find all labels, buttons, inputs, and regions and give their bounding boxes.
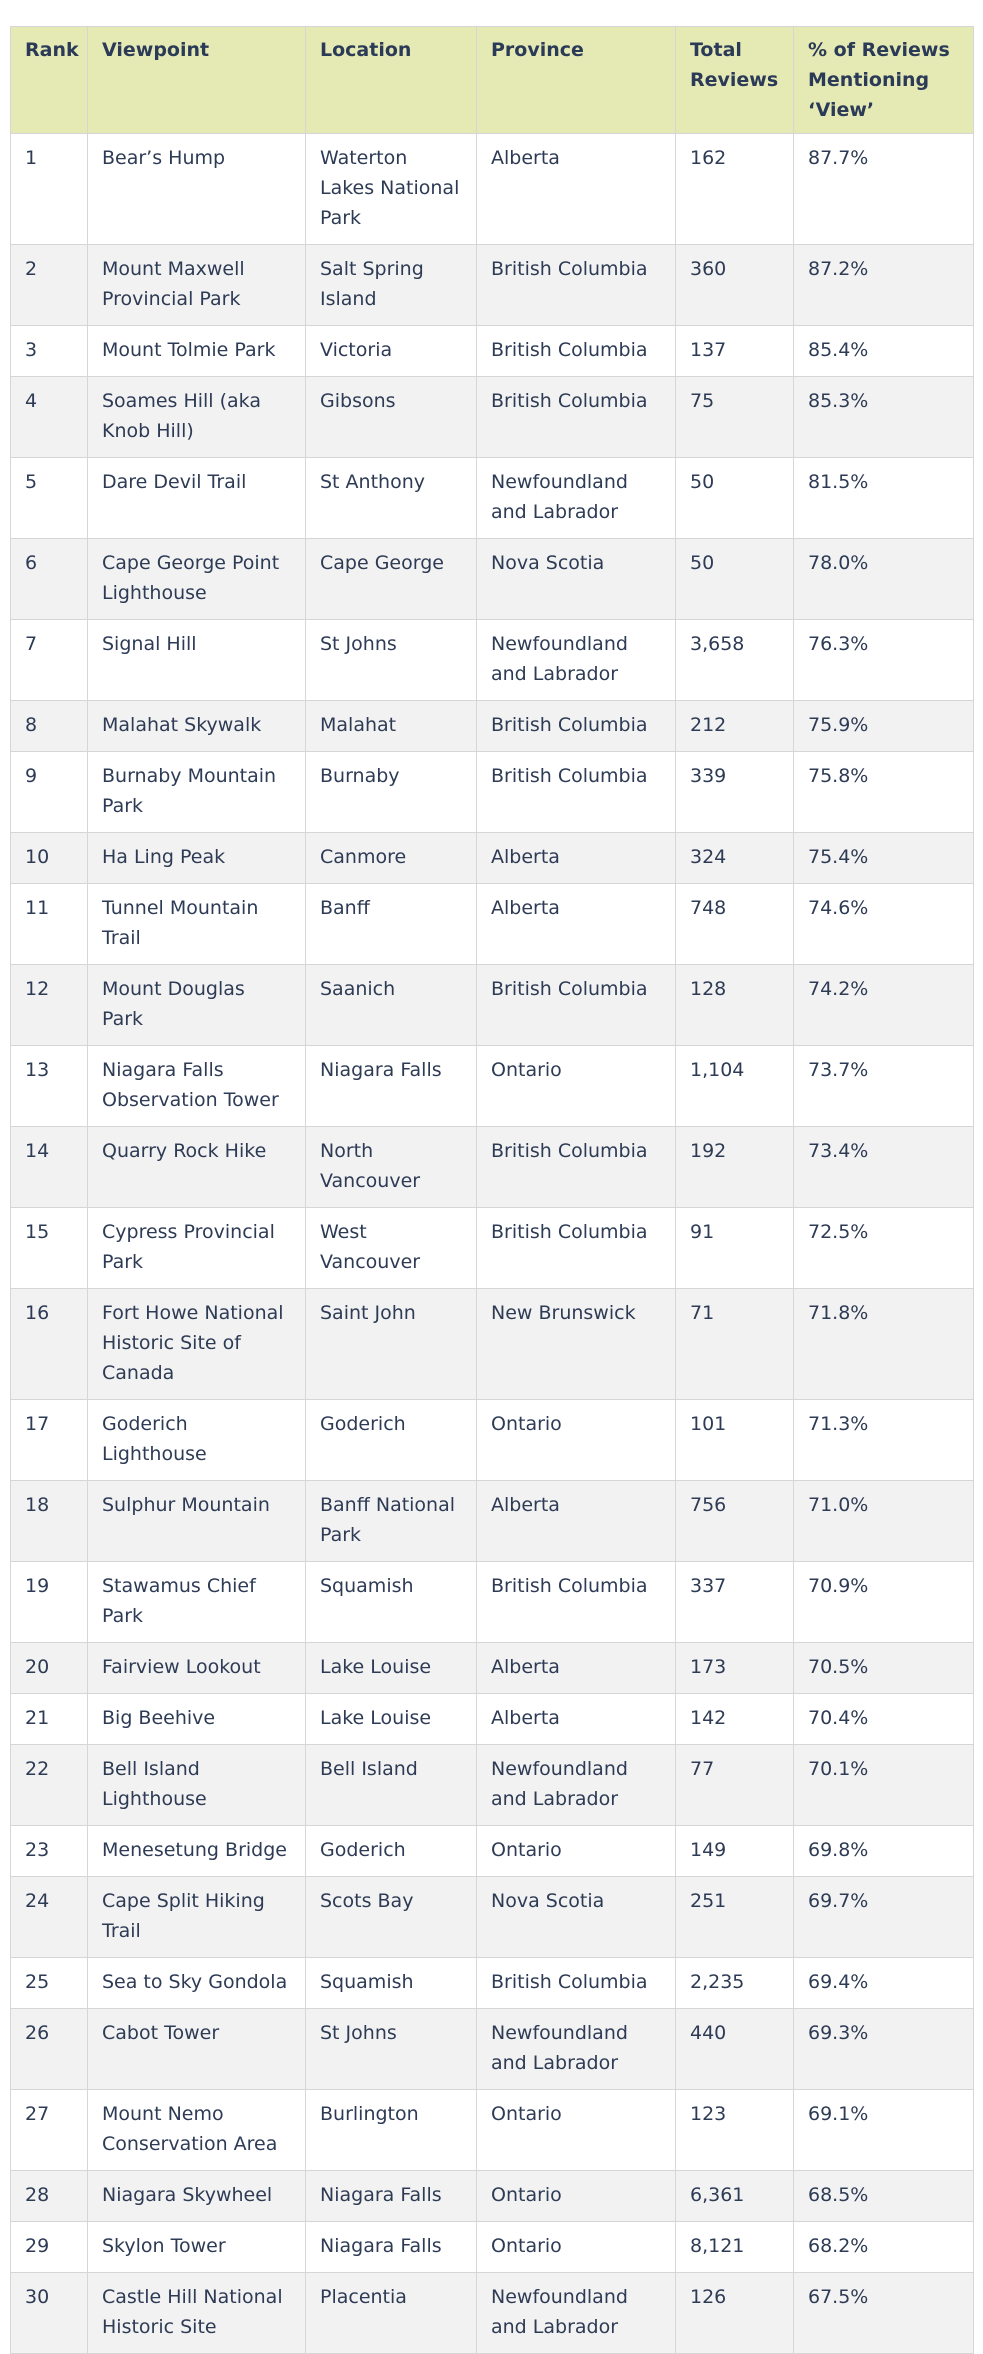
table-row <box>11 1958 974 2009</box>
cell-province: Newfoundland and Labrador <box>477 458 676 539</box>
cell-rank: 26 <box>11 2009 88 2090</box>
cell-rank: 16 <box>11 1289 88 1400</box>
table-row <box>11 752 974 833</box>
cell-rank: 14 <box>11 1127 88 1208</box>
cell-total-reviews: 126 <box>676 2273 794 2354</box>
table-row <box>11 1127 974 1208</box>
cell-province: British Columbia <box>477 326 676 377</box>
cell-total-reviews: 128 <box>676 965 794 1046</box>
cell-viewpoint: Fort Howe National Historic Site of Canada <box>88 1289 306 1400</box>
cell-province: British Columbia <box>477 701 676 752</box>
table-body <box>11 134 974 2354</box>
table-row <box>11 701 974 752</box>
cell-location: Gibsons <box>306 377 477 458</box>
cell-total-reviews: 71 <box>676 1289 794 1400</box>
cell-percent-view: 75.8% <box>794 752 974 833</box>
cell-location: Salt Spring Island <box>306 245 477 326</box>
header-province: Province <box>477 27 676 134</box>
cell-rank: 23 <box>11 1826 88 1877</box>
cell-province: British Columbia <box>477 752 676 833</box>
cell-viewpoint: Cypress Provincial Park <box>88 1208 306 1289</box>
cell-viewpoint: Mount Tolmie Park <box>88 326 306 377</box>
table-header <box>11 27 974 134</box>
table-row <box>11 620 974 701</box>
cell-location: St Johns <box>306 2009 477 2090</box>
cell-percent-view: 75.4% <box>794 833 974 884</box>
cell-location: North Vancouver <box>306 1127 477 1208</box>
cell-total-reviews: 8,121 <box>676 2222 794 2273</box>
cell-province: British Columbia <box>477 1208 676 1289</box>
cell-total-reviews: 149 <box>676 1826 794 1877</box>
cell-percent-view: 69.4% <box>794 1958 974 2009</box>
cell-viewpoint: Soames Hill (aka Knob Hill) <box>88 377 306 458</box>
cell-viewpoint: Stawamus Chief Park <box>88 1562 306 1643</box>
cell-province: Newfoundland and Labrador <box>477 620 676 701</box>
cell-total-reviews: 75 <box>676 377 794 458</box>
cell-percent-view: 78.0% <box>794 539 974 620</box>
cell-percent-view: 73.7% <box>794 1046 974 1127</box>
cell-total-reviews: 1,104 <box>676 1046 794 1127</box>
cell-rank: 4 <box>11 377 88 458</box>
table-row <box>11 1208 974 1289</box>
cell-location: Lake Louise <box>306 1643 477 1694</box>
cell-rank: 10 <box>11 833 88 884</box>
table-row <box>11 134 974 245</box>
cell-location: Placentia <box>306 2273 477 2354</box>
cell-province: Nova Scotia <box>477 1877 676 1958</box>
cell-percent-view: 70.4% <box>794 1694 974 1745</box>
cell-province: Alberta <box>477 134 676 245</box>
cell-percent-view: 87.2% <box>794 245 974 326</box>
cell-rank: 19 <box>11 1562 88 1643</box>
cell-percent-view: 76.3% <box>794 620 974 701</box>
cell-total-reviews: 3,658 <box>676 620 794 701</box>
cell-viewpoint: Castle Hill National Historic Site <box>88 2273 306 2354</box>
cell-percent-view: 87.7% <box>794 134 974 245</box>
table-row <box>11 2090 974 2171</box>
cell-viewpoint: Menesetung Bridge <box>88 1826 306 1877</box>
cell-rank: 2 <box>11 245 88 326</box>
table-row <box>11 2009 974 2090</box>
viewpoints-table <box>10 26 974 2354</box>
header-location: Location <box>306 27 477 134</box>
table-row <box>11 1289 974 1400</box>
table-row <box>11 1877 974 1958</box>
cell-location: Saanich <box>306 965 477 1046</box>
cell-location: Squamish <box>306 1958 477 2009</box>
cell-viewpoint: Goderich Lighthouse <box>88 1400 306 1481</box>
viewpoints-table-container <box>10 26 973 2354</box>
cell-location: Burnaby <box>306 752 477 833</box>
cell-province: Ontario <box>477 1046 676 1127</box>
table-row <box>11 539 974 620</box>
cell-location: Malahat <box>306 701 477 752</box>
table-row <box>11 245 974 326</box>
cell-rank: 25 <box>11 1958 88 2009</box>
cell-location: Scots Bay <box>306 1877 477 1958</box>
cell-total-reviews: 162 <box>676 134 794 245</box>
cell-total-reviews: 337 <box>676 1562 794 1643</box>
table-row <box>11 2222 974 2273</box>
cell-location: Burlington <box>306 2090 477 2171</box>
table-row <box>11 1481 974 1562</box>
cell-percent-view: 71.3% <box>794 1400 974 1481</box>
header-viewpoint: Viewpoint <box>88 27 306 134</box>
table-row <box>11 884 974 965</box>
cell-rank: 20 <box>11 1643 88 1694</box>
cell-rank: 11 <box>11 884 88 965</box>
cell-rank: 15 <box>11 1208 88 1289</box>
cell-total-reviews: 2,235 <box>676 1958 794 2009</box>
cell-province: New Brunswick <box>477 1289 676 1400</box>
cell-rank: 30 <box>11 2273 88 2354</box>
cell-percent-view: 70.9% <box>794 1562 974 1643</box>
cell-province: Ontario <box>477 2171 676 2222</box>
cell-rank: 8 <box>11 701 88 752</box>
cell-total-reviews: 212 <box>676 701 794 752</box>
cell-viewpoint: Cape Split Hiking Trail <box>88 1877 306 1958</box>
cell-province: Newfoundland and Labrador <box>477 1745 676 1826</box>
table-row <box>11 1400 974 1481</box>
cell-province: Alberta <box>477 833 676 884</box>
cell-viewpoint: Cabot Tower <box>88 2009 306 2090</box>
cell-percent-view: 69.3% <box>794 2009 974 2090</box>
cell-percent-view: 70.5% <box>794 1643 974 1694</box>
cell-location: Banff <box>306 884 477 965</box>
table-row <box>11 965 974 1046</box>
cell-viewpoint: Dare Devil Trail <box>88 458 306 539</box>
cell-total-reviews: 77 <box>676 1745 794 1826</box>
cell-province: Ontario <box>477 1400 676 1481</box>
cell-province: British Columbia <box>477 1127 676 1208</box>
cell-percent-view: 75.9% <box>794 701 974 752</box>
cell-total-reviews: 173 <box>676 1643 794 1694</box>
cell-total-reviews: 6,361 <box>676 2171 794 2222</box>
cell-location: Goderich <box>306 1400 477 1481</box>
cell-total-reviews: 137 <box>676 326 794 377</box>
cell-viewpoint: Skylon Tower <box>88 2222 306 2273</box>
cell-province: British Columbia <box>477 965 676 1046</box>
cell-percent-view: 71.0% <box>794 1481 974 1562</box>
cell-rank: 22 <box>11 1745 88 1826</box>
cell-location: Goderich <box>306 1826 477 1877</box>
cell-location: St Anthony <box>306 458 477 539</box>
cell-total-reviews: 50 <box>676 458 794 539</box>
table-row <box>11 377 974 458</box>
cell-percent-view: 74.6% <box>794 884 974 965</box>
cell-viewpoint: Tunnel Mountain Trail <box>88 884 306 965</box>
cell-location: Cape George <box>306 539 477 620</box>
cell-province: British Columbia <box>477 1562 676 1643</box>
cell-viewpoint: Mount Nemo Conservation Area <box>88 2090 306 2171</box>
cell-province: Ontario <box>477 2090 676 2171</box>
cell-rank: 18 <box>11 1481 88 1562</box>
cell-viewpoint: Cape George Point Lighthouse <box>88 539 306 620</box>
cell-rank: 6 <box>11 539 88 620</box>
cell-location: Niagara Falls <box>306 2171 477 2222</box>
cell-province: Newfoundland and Labrador <box>477 2273 676 2354</box>
cell-percent-view: 71.8% <box>794 1289 974 1400</box>
cell-viewpoint: Niagara Falls Observation Tower <box>88 1046 306 1127</box>
header-row <box>11 27 974 134</box>
table-row <box>11 1694 974 1745</box>
cell-location: West Vancouver <box>306 1208 477 1289</box>
table-row <box>11 1562 974 1643</box>
table-row <box>11 326 974 377</box>
cell-rank: 13 <box>11 1046 88 1127</box>
cell-location: Niagara Falls <box>306 1046 477 1127</box>
cell-location: Niagara Falls <box>306 2222 477 2273</box>
cell-province: Alberta <box>477 884 676 965</box>
cell-province: Alberta <box>477 1643 676 1694</box>
cell-rank: 9 <box>11 752 88 833</box>
table-row <box>11 2273 974 2354</box>
cell-percent-view: 67.5% <box>794 2273 974 2354</box>
cell-total-reviews: 360 <box>676 245 794 326</box>
cell-percent-view: 68.5% <box>794 2171 974 2222</box>
cell-location: Saint John <box>306 1289 477 1400</box>
table-row <box>11 458 974 539</box>
header-total-reviews: Total Reviews <box>676 27 794 134</box>
cell-rank: 3 <box>11 326 88 377</box>
cell-percent-view: 68.2% <box>794 2222 974 2273</box>
cell-percent-view: 70.1% <box>794 1745 974 1826</box>
cell-total-reviews: 101 <box>676 1400 794 1481</box>
cell-viewpoint: Signal Hill <box>88 620 306 701</box>
cell-total-reviews: 123 <box>676 2090 794 2171</box>
cell-province: British Columbia <box>477 1958 676 2009</box>
cell-province: Ontario <box>477 1826 676 1877</box>
cell-province: British Columbia <box>477 377 676 458</box>
cell-viewpoint: Sea to Sky Gondola <box>88 1958 306 2009</box>
cell-rank: 21 <box>11 1694 88 1745</box>
table-row <box>11 1643 974 1694</box>
cell-total-reviews: 50 <box>676 539 794 620</box>
cell-location: Lake Louise <box>306 1694 477 1745</box>
cell-total-reviews: 756 <box>676 1481 794 1562</box>
cell-total-reviews: 339 <box>676 752 794 833</box>
cell-location: Bell Island <box>306 1745 477 1826</box>
cell-viewpoint: Mount Douglas Park <box>88 965 306 1046</box>
cell-rank: 1 <box>11 134 88 245</box>
cell-viewpoint: Malahat Skywalk <box>88 701 306 752</box>
header-rank: Rank <box>11 27 88 134</box>
cell-rank: 28 <box>11 2171 88 2222</box>
cell-viewpoint: Burnaby Mountain Park <box>88 752 306 833</box>
cell-location: Canmore <box>306 833 477 884</box>
table-row <box>11 1826 974 1877</box>
cell-viewpoint: Quarry Rock Hike <box>88 1127 306 1208</box>
cell-viewpoint: Mount Maxwell Provincial Park <box>88 245 306 326</box>
cell-province: Newfoundland and Labrador <box>477 2009 676 2090</box>
cell-province: Alberta <box>477 1481 676 1562</box>
cell-total-reviews: 142 <box>676 1694 794 1745</box>
cell-percent-view: 69.8% <box>794 1826 974 1877</box>
cell-viewpoint: Niagara Skywheel <box>88 2171 306 2222</box>
cell-viewpoint: Fairview Lookout <box>88 1643 306 1694</box>
cell-province: Alberta <box>477 1694 676 1745</box>
cell-location: Banff National Park <box>306 1481 477 1562</box>
cell-percent-view: 72.5% <box>794 1208 974 1289</box>
cell-total-reviews: 251 <box>676 1877 794 1958</box>
header-percent-view: % of Reviews Mentioning ‘View’ <box>794 27 974 134</box>
cell-viewpoint: Big Beehive <box>88 1694 306 1745</box>
cell-province: British Columbia <box>477 245 676 326</box>
cell-rank: 17 <box>11 1400 88 1481</box>
cell-province: Nova Scotia <box>477 539 676 620</box>
cell-total-reviews: 192 <box>676 1127 794 1208</box>
table-row <box>11 1046 974 1127</box>
cell-rank: 29 <box>11 2222 88 2273</box>
cell-percent-view: 73.4% <box>794 1127 974 1208</box>
cell-viewpoint: Bear’s Hump <box>88 134 306 245</box>
table-row <box>11 833 974 884</box>
cell-rank: 5 <box>11 458 88 539</box>
cell-percent-view: 81.5% <box>794 458 974 539</box>
cell-rank: 12 <box>11 965 88 1046</box>
table-row <box>11 1745 974 1826</box>
cell-rank: 24 <box>11 1877 88 1958</box>
cell-percent-view: 74.2% <box>794 965 974 1046</box>
cell-percent-view: 85.4% <box>794 326 974 377</box>
cell-rank: 27 <box>11 2090 88 2171</box>
cell-location: Victoria <box>306 326 477 377</box>
cell-location: St Johns <box>306 620 477 701</box>
cell-percent-view: 69.7% <box>794 1877 974 1958</box>
cell-viewpoint: Ha Ling Peak <box>88 833 306 884</box>
table-row <box>11 2171 974 2222</box>
cell-percent-view: 85.3% <box>794 377 974 458</box>
cell-province: Ontario <box>477 2222 676 2273</box>
cell-location: Waterton Lakes National Park <box>306 134 477 245</box>
cell-total-reviews: 324 <box>676 833 794 884</box>
cell-rank: 7 <box>11 620 88 701</box>
cell-total-reviews: 91 <box>676 1208 794 1289</box>
cell-total-reviews: 748 <box>676 884 794 965</box>
cell-viewpoint: Sulphur Mountain <box>88 1481 306 1562</box>
cell-total-reviews: 440 <box>676 2009 794 2090</box>
cell-percent-view: 69.1% <box>794 2090 974 2171</box>
cell-location: Squamish <box>306 1562 477 1643</box>
cell-viewpoint: Bell Island Lighthouse <box>88 1745 306 1826</box>
